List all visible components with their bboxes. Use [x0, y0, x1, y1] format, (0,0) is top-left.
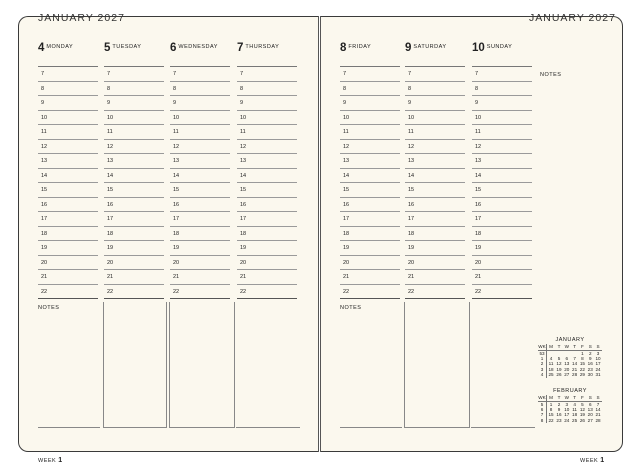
mini-calendar-day: 23 [587, 366, 593, 372]
mini-calendar-week-number: 6 [538, 407, 547, 412]
day-number: 8 [340, 42, 347, 54]
day-number: 4 [38, 42, 45, 54]
hour-row[interactable]: 15 [38, 183, 98, 198]
mini-calendar-day: 8 [581, 356, 584, 362]
day-header [38, 38, 98, 67]
notes-area-sunday[interactable] [471, 302, 535, 428]
mini-calendar-day: 19 [556, 366, 562, 372]
hour-row[interactable]: 21 [104, 270, 164, 285]
mini-calendar-week-number: 2 [538, 361, 547, 366]
hour-row[interactable]: 16 [237, 198, 297, 213]
mini-calendar-header: WK [538, 344, 546, 350]
hour-row[interactable]: 22 [472, 285, 532, 300]
day-name: FRIDAY [348, 44, 372, 50]
hour-row[interactable]: 18 [472, 227, 532, 242]
hour-row[interactable]: 12 [170, 140, 230, 155]
hour-row[interactable]: 13 [38, 154, 98, 169]
hour-row[interactable]: 22 [38, 285, 98, 300]
hour-row[interactable]: 17 [340, 212, 400, 227]
hour-row[interactable]: 13 [405, 154, 465, 169]
mini-calendar-day: 9 [588, 356, 592, 362]
hour-row[interactable]: 12 [340, 140, 400, 155]
hour-row[interactable]: 7 [237, 67, 297, 82]
mini-calendar-day: 11 [572, 407, 577, 413]
mini-calendar-day: 24 [564, 417, 570, 423]
hour-row[interactable]: 9 [340, 96, 400, 111]
hour-row[interactable]: 7 [38, 67, 98, 82]
day-column-thursday [237, 38, 297, 299]
mini-calendar-day: 1 [581, 350, 584, 356]
mini-calendar-header: F [579, 344, 587, 350]
hour-row[interactable]: 14 [104, 169, 164, 184]
day-header [405, 38, 465, 67]
mini-calendar-header: T [571, 344, 579, 350]
hour-row[interactable]: 9 [104, 96, 164, 111]
mini-calendar-day: 14 [595, 407, 601, 413]
mini-calendar-day: 10 [564, 407, 570, 413]
day-number: 7 [237, 42, 244, 54]
hour-row[interactable]: 11 [237, 125, 297, 140]
mini-calendar-day: 29 [579, 372, 585, 378]
hour-row[interactable]: 20 [38, 256, 98, 271]
notes-label-side: NOTES [540, 72, 562, 78]
hour-row[interactable]: 21 [237, 270, 297, 285]
hour-row[interactable]: 18 [237, 227, 297, 242]
day-header [340, 38, 400, 67]
hour-row[interactable]: 15 [340, 183, 400, 198]
hour-row[interactable]: 20 [237, 256, 297, 271]
hour-row[interactable]: 18 [340, 227, 400, 242]
mini-calendar-day: 3 [596, 350, 600, 356]
hour-row[interactable]: 8 [104, 82, 164, 97]
day-column-saturday [405, 38, 465, 299]
hour-row[interactable]: 16 [340, 198, 400, 213]
mini-calendar-day: 6 [565, 356, 569, 362]
mini-calendar-header: F [579, 395, 587, 401]
mini-calendar-day: 20 [564, 366, 570, 372]
mini-calendar-day: 26 [556, 372, 562, 378]
hour-row[interactable]: 17 [104, 212, 164, 227]
mini-calendar-day: 14 [572, 361, 578, 367]
hour-row[interactable]: 22 [405, 285, 465, 300]
hour-row[interactable]: 19 [237, 241, 297, 256]
notes-area-left-1[interactable] [38, 302, 100, 428]
hour-row[interactable]: 15 [104, 183, 164, 198]
mini-calendar-day: 22 [579, 366, 585, 372]
hour-row[interactable]: 18 [405, 227, 465, 242]
hour-row[interactable]: 20 [340, 256, 400, 271]
hour-row[interactable]: 12 [38, 140, 98, 155]
mini-calendar-day: 17 [595, 361, 601, 367]
hour-row[interactable]: 19 [405, 241, 465, 256]
mini-calendar-week-number: 8 [538, 418, 547, 423]
hour-row[interactable]: 10 [237, 111, 297, 126]
mini-calendar-week-number: 53 [539, 350, 545, 356]
hour-row[interactable]: 15 [170, 183, 230, 198]
hour-row[interactable]: 9 [237, 96, 297, 111]
day-number: 5 [104, 42, 111, 54]
hour-row[interactable]: 22 [340, 285, 400, 300]
mini-calendar-day: 5 [557, 356, 561, 362]
mini-calendar-day: 21 [595, 412, 601, 418]
hour-row[interactable]: 8 [170, 82, 230, 97]
hour-row[interactable]: 21 [405, 270, 465, 285]
hour-row[interactable]: 13 [237, 154, 297, 169]
mini-calendar-header: M [547, 344, 556, 350]
hour-row[interactable]: 19 [472, 241, 532, 256]
hour-row[interactable]: 17 [405, 212, 465, 227]
mini-calendar-header: T [555, 395, 563, 401]
left-month-title: JANUARY 2027 [38, 12, 125, 24]
hour-row[interactable]: 11 [405, 125, 465, 140]
hour-row[interactable]: 12 [472, 140, 532, 155]
hour-row[interactable]: 14 [237, 169, 297, 184]
day-name: THURSDAY [245, 44, 280, 50]
hour-row[interactable]: 19 [104, 241, 164, 256]
hour-row[interactable]: 19 [38, 241, 98, 256]
day-name: TUESDAY [112, 44, 142, 50]
hour-row[interactable]: 17 [38, 212, 98, 227]
week-label-left: WEEK 1 [38, 457, 63, 464]
hour-row[interactable]: 18 [38, 227, 98, 242]
day-header [237, 38, 297, 67]
hour-row[interactable]: 17 [170, 212, 230, 227]
hour-row[interactable]: 13 [472, 154, 532, 169]
mini-calendar-day: 15 [548, 412, 554, 418]
mini-calendar-day: 12 [579, 407, 585, 413]
day-name: SATURDAY [413, 44, 447, 50]
hour-row[interactable]: 21 [340, 270, 400, 285]
hour-row[interactable]: 16 [405, 198, 465, 213]
mini-calendar-day: 16 [587, 361, 593, 367]
hour-row[interactable]: 12 [405, 140, 465, 155]
day-column-monday [38, 38, 98, 299]
day-header [170, 38, 230, 67]
hour-row[interactable]: 22 [170, 285, 230, 300]
hour-row[interactable]: 9 [405, 96, 465, 111]
mini-calendar-day: 25 [548, 372, 554, 378]
mini-calendar-day: 28 [595, 417, 601, 423]
mini-calendar-day: 11 [548, 361, 554, 367]
mini-calendar-day: 16 [556, 412, 562, 418]
mini-calendar-header: S [586, 395, 594, 401]
day-number: 6 [170, 42, 177, 54]
right-month-title: JANUARY 2027 [529, 12, 616, 24]
hour-row[interactable]: 14 [405, 169, 465, 184]
mini-calendar-day: 2 [588, 350, 592, 356]
mini-calendar-day: 4 [573, 401, 576, 407]
mini-calendar-month: FEBRUARY [553, 388, 587, 394]
hour-row[interactable]: 7 [170, 67, 230, 82]
notes-label-left: NOTES [38, 305, 60, 311]
hour-row[interactable]: 21 [170, 270, 230, 285]
hour-row[interactable]: 10 [405, 111, 465, 126]
hour-row[interactable]: 8 [405, 82, 465, 97]
mini-calendar-day: 27 [587, 417, 593, 423]
hour-row[interactable]: 15 [237, 183, 297, 198]
mini-calendar-january [538, 338, 602, 378]
hour-row[interactable]: 14 [472, 169, 532, 184]
notes-area-saturday[interactable] [404, 302, 470, 428]
hour-row[interactable]: 21 [38, 270, 98, 285]
hour-row[interactable]: 9 [170, 96, 230, 111]
day-column-sunday [472, 38, 532, 299]
mini-calendar-day: 27 [564, 372, 570, 378]
hour-row[interactable]: 7 [472, 67, 532, 82]
day-header [472, 38, 532, 67]
notes-area-tuesday[interactable] [103, 302, 167, 428]
notes-label-bottom-right: NOTES [340, 305, 362, 311]
mini-calendar-header: M [547, 395, 556, 401]
mini-calendar-day: 31 [595, 372, 601, 378]
hour-row[interactable]: 20 [405, 256, 465, 271]
hour-row[interactable]: 8 [340, 82, 400, 97]
mini-calendar-day: 18 [572, 412, 578, 418]
mini-calendar-header: T [555, 344, 563, 350]
mini-calendar-day: 6 [588, 401, 592, 407]
hour-row[interactable]: 16 [38, 198, 98, 213]
hour-row[interactable]: 12 [237, 140, 297, 155]
hour-row[interactable]: 16 [170, 198, 230, 213]
hour-row[interactable]: 20 [472, 256, 532, 271]
hour-row[interactable]: 19 [340, 241, 400, 256]
mini-calendar-week-number: 3 [538, 367, 547, 372]
mini-calendar-day: 24 [595, 366, 601, 372]
mini-calendar-week-number: 7 [538, 412, 547, 417]
day-name: SUNDAY [486, 44, 513, 50]
hour-row[interactable]: 18 [170, 227, 230, 242]
hour-row[interactable]: 8 [237, 82, 297, 97]
hour-row[interactable]: 7 [104, 67, 164, 82]
mini-calendar-header: W [564, 344, 569, 350]
hour-row[interactable]: 22 [237, 285, 297, 300]
mini-calendar-header: S [594, 395, 602, 401]
mini-calendar-day: 2 [557, 401, 561, 407]
hour-row[interactable]: 22 [104, 285, 164, 300]
mini-calendar-day: 13 [564, 361, 570, 367]
mini-calendar-day: 15 [579, 361, 585, 367]
hour-row[interactable]: 15 [472, 183, 532, 198]
mini-calendar-day: 22 [548, 417, 554, 423]
hour-row[interactable]: 8 [38, 82, 98, 97]
hour-row[interactable]: 7 [340, 67, 400, 82]
hour-row[interactable]: 11 [38, 125, 98, 140]
mini-calendar-day: 18 [548, 366, 554, 372]
hour-row[interactable]: 12 [104, 140, 164, 155]
day-column-wednesday [170, 38, 230, 299]
mini-calendar-header: W [564, 395, 569, 401]
mini-calendar-day: 23 [556, 417, 562, 423]
mini-calendar-day: 25 [572, 417, 578, 423]
hour-row[interactable]: 11 [472, 125, 532, 140]
hour-row[interactable]: 14 [170, 169, 230, 184]
mini-calendar-day: 13 [587, 407, 593, 413]
hour-row[interactable]: 17 [472, 212, 532, 227]
hour-row[interactable]: 10 [472, 111, 532, 126]
day-name: MONDAY [46, 44, 74, 50]
mini-calendar-week-number: 1 [538, 356, 547, 361]
notes-area-thursday[interactable] [236, 302, 300, 428]
mini-calendar-day: 17 [564, 412, 570, 418]
hour-row[interactable]: 17 [237, 212, 297, 227]
hour-row[interactable]: 8 [472, 82, 532, 97]
hour-row[interactable]: 13 [104, 154, 164, 169]
hour-row[interactable]: 20 [170, 256, 230, 271]
mini-calendar-day: 26 [579, 417, 585, 423]
hour-row[interactable]: 10 [104, 111, 164, 126]
hour-row[interactable]: 16 [472, 198, 532, 213]
mini-calendar-header: S [594, 344, 602, 350]
mini-calendar-day: 7 [596, 401, 600, 407]
hour-row[interactable]: 21 [472, 270, 532, 285]
day-header [104, 38, 164, 67]
notes-area-right-1[interactable] [340, 302, 402, 428]
hour-row[interactable]: 15 [405, 183, 465, 198]
mini-calendar-week-number: 5 [538, 401, 547, 407]
mini-calendar-day: 3 [565, 401, 569, 407]
mini-calendar-week-number: 4 [538, 372, 547, 377]
day-column-tuesday [104, 38, 164, 299]
mini-calendar-day: 5 [581, 401, 584, 407]
hour-row[interactable]: 7 [405, 67, 465, 82]
mini-calendar-day: 20 [587, 412, 593, 418]
hour-row[interactable]: 18 [104, 227, 164, 242]
hour-row[interactable]: 13 [340, 154, 400, 169]
hour-row[interactable]: 20 [104, 256, 164, 271]
hour-row[interactable]: 13 [170, 154, 230, 169]
mini-calendar-day: 8 [549, 407, 553, 413]
hour-row[interactable]: 9 [38, 96, 98, 111]
mini-calendar-day: 4 [549, 356, 553, 362]
mini-calendar-day: 19 [579, 412, 585, 418]
mini-calendar-header: T [571, 395, 579, 401]
hour-row[interactable]: 11 [170, 125, 230, 140]
mini-calendar-day: 12 [556, 361, 562, 367]
mini-calendar-day: 7 [573, 356, 576, 362]
mini-calendar-header: WK [538, 395, 546, 401]
hour-row[interactable]: 9 [472, 96, 532, 111]
hour-row[interactable]: 14 [38, 169, 98, 184]
day-column-friday [340, 38, 400, 299]
hour-row[interactable]: 11 [104, 125, 164, 140]
mini-calendar-day: 21 [572, 366, 578, 372]
notes-area-wednesday[interactable] [169, 302, 235, 428]
hour-row[interactable]: 11 [340, 125, 400, 140]
hour-row[interactable]: 10 [38, 111, 98, 126]
day-name: WEDNESDAY [178, 44, 218, 50]
week-label-right: WEEK 1 [580, 457, 605, 464]
hour-row[interactable]: 14 [340, 169, 400, 184]
hour-row[interactable]: 10 [170, 111, 230, 126]
mini-calendar-day: 9 [557, 407, 561, 413]
day-number: 10 [472, 42, 485, 54]
mini-calendar-day: 28 [572, 372, 578, 378]
mini-calendar-month: JANUARY [555, 337, 585, 343]
mini-calendar-day: 10 [595, 356, 601, 362]
mini-calendar-february [538, 389, 602, 423]
mini-calendar-day: 1 [549, 401, 553, 407]
hour-row[interactable]: 16 [104, 198, 164, 213]
hour-row[interactable]: 10 [340, 111, 400, 126]
hour-row[interactable]: 19 [170, 241, 230, 256]
day-number: 9 [405, 42, 412, 54]
mini-calendar-day: 30 [587, 372, 593, 378]
mini-calendar-header: S [586, 344, 594, 350]
